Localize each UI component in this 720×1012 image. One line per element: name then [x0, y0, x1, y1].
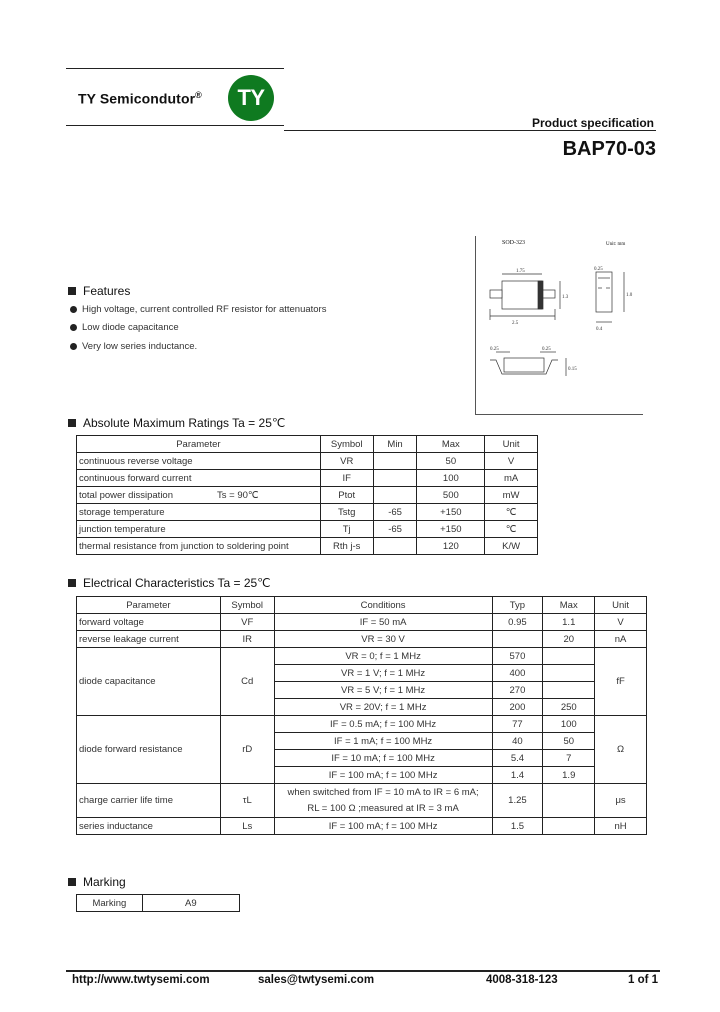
marking-title: Marking: [83, 875, 126, 889]
table-row: [77, 818, 647, 835]
unit-cell: mW: [485, 487, 538, 504]
cond-line: when switched from IF = 10 mA to IR = 6 mA;: [287, 786, 479, 798]
section-bullet-icon: [68, 287, 76, 295]
param-cell: series inductance: [77, 818, 221, 835]
cond-cell: [274, 784, 492, 818]
max-cell: 50: [417, 453, 485, 470]
footer-rule: [66, 970, 660, 972]
typ-cell: 570: [492, 648, 543, 665]
unit-cell: V: [595, 614, 647, 631]
abs-max-title: Absolute Maximum Ratings Ta = 25℃: [83, 416, 286, 430]
unit-cell: V: [485, 453, 538, 470]
typ-cell: 40: [492, 733, 543, 750]
feature-text: High voltage, current controlled RF resistor for attenuators: [82, 304, 327, 315]
abs-max-heading: [68, 416, 285, 430]
table-row: [77, 453, 538, 470]
svg-text:0.25: 0.25: [490, 347, 499, 352]
typ-cell: [492, 631, 543, 648]
svg-text:1.75: 1.75: [516, 269, 525, 274]
bullet-icon: [70, 306, 77, 313]
cond-cell: IF = 50 mA: [274, 614, 492, 631]
typ-cell: 1.25: [492, 784, 543, 818]
company-text: TY Semicondutor: [78, 90, 196, 107]
bullet-icon: [70, 324, 77, 331]
doc-type: Product specification: [531, 116, 654, 130]
symbol-cell: Ls: [220, 818, 274, 835]
table-header-row: [77, 597, 647, 614]
elec-heading: [68, 576, 271, 590]
symbol-cell: IF: [320, 470, 373, 487]
param-cell: forward voltage: [77, 614, 221, 631]
col-header: Symbol: [220, 597, 274, 614]
company-logo: TY: [228, 75, 274, 121]
feature-text: Very low series inductance.: [82, 341, 198, 352]
param-cell: junction temperature: [77, 521, 321, 538]
abs-max-table: [76, 435, 538, 555]
marking-heading: [68, 875, 126, 889]
marking-value-cell: A9: [142, 895, 239, 912]
typ-cell: 1.5: [492, 818, 543, 835]
param-cell: [77, 487, 321, 504]
marking-table: [76, 894, 240, 912]
feature-text: Low diode capacitance: [82, 322, 179, 333]
cond-line: RL = 100 Ω ;measured at IR = 3 mA: [307, 802, 459, 814]
unit-cell: nA: [595, 631, 647, 648]
section-bullet-icon: [68, 878, 76, 886]
footer-phone: 4008-318-123: [486, 974, 558, 986]
svg-text:0.15: 0.15: [568, 367, 577, 372]
footer-page: 1 of 1: [628, 974, 659, 986]
svg-text:2.5: 2.5: [512, 321, 519, 326]
max-cell: [543, 648, 595, 665]
symbol-cell: IR: [220, 631, 274, 648]
typ-cell: 5.4: [492, 750, 543, 767]
param-cell: thermal resistance from junction to soldering point: [77, 538, 321, 555]
table-row: [77, 521, 538, 538]
col-header: Min: [373, 436, 417, 453]
param-cell: storage temperature: [77, 504, 321, 521]
symbol-cell: rD: [220, 716, 274, 784]
feature-item: [70, 304, 326, 315]
min-cell: -65: [373, 504, 417, 521]
package-diagram: [475, 236, 643, 415]
cond-cell: IF = 100 mA; f = 100 MHz: [274, 767, 492, 784]
max-cell: 7: [543, 750, 595, 767]
max-cell: +150: [417, 504, 485, 521]
param-cell: continuous forward current: [77, 470, 321, 487]
unit-cell: fF: [595, 648, 647, 716]
max-cell: 120: [417, 538, 485, 555]
symbol-cell: Cd: [220, 648, 274, 716]
unit-cell: K/W: [485, 538, 538, 555]
unit-cell: μs: [595, 784, 647, 818]
symbol-cell: VF: [220, 614, 274, 631]
cond-cell: VR = 0; f = 1 MHz: [274, 648, 492, 665]
param-cell: diode capacitance: [77, 648, 221, 716]
svg-text:0.25: 0.25: [594, 267, 603, 272]
table-row: [77, 487, 538, 504]
cond-cell: VR = 30 V: [274, 631, 492, 648]
svg-text:1.0: 1.0: [626, 293, 633, 298]
max-cell: [543, 818, 595, 835]
unit-cell: mA: [485, 470, 538, 487]
table-row: [77, 716, 647, 733]
elec-table: [76, 596, 647, 835]
table-header-row: [77, 436, 538, 453]
footer-website[interactable]: http://www.twtysemi.com: [72, 974, 210, 986]
marking-label-cell: Marking: [77, 895, 143, 912]
company-name: [78, 90, 202, 107]
cond-cell: VR = 1 V; f = 1 MHz: [274, 665, 492, 682]
symbol-cell: Ptot: [320, 487, 373, 504]
symbol-cell: Rth j-s: [320, 538, 373, 555]
package-drawing: [476, 236, 642, 413]
cond-cell: VR = 20V; f = 1 MHz: [274, 699, 492, 716]
spec-rule: [284, 130, 656, 131]
symbol-cell: τL: [220, 784, 274, 818]
max-cell: 20: [543, 631, 595, 648]
col-header: Conditions: [274, 597, 492, 614]
bullet-icon: [70, 343, 77, 350]
section-bullet-icon: [68, 579, 76, 587]
table-row: [77, 538, 538, 555]
min-cell: -65: [373, 521, 417, 538]
min-cell: [373, 453, 417, 470]
max-cell: 100: [417, 470, 485, 487]
header-rule-top: [66, 68, 284, 69]
typ-cell: 0.95: [492, 614, 543, 631]
cond-cell: IF = 100 mA; f = 100 MHz: [274, 818, 492, 835]
symbol-cell: Tj: [320, 521, 373, 538]
registered-mark: ®: [195, 90, 202, 100]
package-unit: Unit: mm: [606, 242, 626, 247]
svg-text:0.4: 0.4: [596, 327, 603, 332]
max-cell: 250: [543, 699, 595, 716]
cond-cell: IF = 0.5 mA; f = 100 MHz: [274, 716, 492, 733]
table-row: [77, 648, 647, 665]
table-row: [77, 784, 647, 818]
header-rule-bottom: [66, 125, 284, 126]
max-cell: 100: [543, 716, 595, 733]
table-row: [77, 470, 538, 487]
col-header: Unit: [485, 436, 538, 453]
max-cell: 1.9: [543, 767, 595, 784]
table-row: [77, 895, 240, 912]
param-cell: continuous reverse voltage: [77, 453, 321, 470]
param-text: total power dissipation: [79, 489, 173, 501]
table-row: [77, 614, 647, 631]
part-number: BAP70-03: [562, 138, 656, 160]
footer-email[interactable]: sales@twtysemi.com: [258, 974, 375, 986]
features-title: Features: [83, 284, 131, 298]
unit-cell: ℃: [485, 504, 538, 521]
max-cell: 1.1: [543, 614, 595, 631]
symbol-cell: Tstg: [320, 504, 373, 521]
svg-text:0.25: 0.25: [542, 347, 551, 352]
param-cell: reverse leakage current: [77, 631, 221, 648]
max-cell: 50: [543, 733, 595, 750]
unit-cell: ℃: [485, 521, 538, 538]
param-cell: diode forward resistance: [77, 716, 221, 784]
cond-cell: VR = 5 V; f = 1 MHz: [274, 682, 492, 699]
col-header: Symbol: [320, 436, 373, 453]
table-row: [77, 504, 538, 521]
min-cell: [373, 487, 417, 504]
typ-cell: 400: [492, 665, 543, 682]
symbol-cell: VR: [320, 453, 373, 470]
col-header: Parameter: [77, 597, 221, 614]
min-cell: [373, 538, 417, 555]
unit-cell: Ω: [595, 716, 647, 784]
elec-title: Electrical Characteristics Ta = 25℃: [83, 576, 271, 590]
col-header: Typ: [492, 597, 543, 614]
feature-item: [70, 341, 197, 352]
col-header: Parameter: [77, 436, 321, 453]
param-cell: charge carrier life time: [77, 784, 221, 818]
max-cell: [543, 784, 595, 818]
unit-cell: nH: [595, 818, 647, 835]
max-cell: [543, 665, 595, 682]
feature-item: [70, 322, 179, 333]
max-cell: 500: [417, 487, 485, 504]
col-header: Max: [417, 436, 485, 453]
typ-cell: 200: [492, 699, 543, 716]
cond-cell: IF = 10 mA; f = 100 MHz: [274, 750, 492, 767]
min-cell: [373, 470, 417, 487]
svg-text:1.3: 1.3: [562, 295, 569, 300]
col-header: Unit: [595, 597, 647, 614]
section-bullet-icon: [68, 419, 76, 427]
cond-cell: IF = 1 mA; f = 100 MHz: [274, 733, 492, 750]
typ-cell: 270: [492, 682, 543, 699]
col-header: Max: [543, 597, 595, 614]
param-condition: Ts = 90℃: [217, 489, 259, 501]
max-cell: +150: [417, 521, 485, 538]
typ-cell: 77: [492, 716, 543, 733]
typ-cell: 1.4: [492, 767, 543, 784]
features-heading: [68, 284, 130, 298]
table-row: [77, 631, 647, 648]
max-cell: [543, 682, 595, 699]
package-name: SOD-323: [502, 240, 526, 246]
